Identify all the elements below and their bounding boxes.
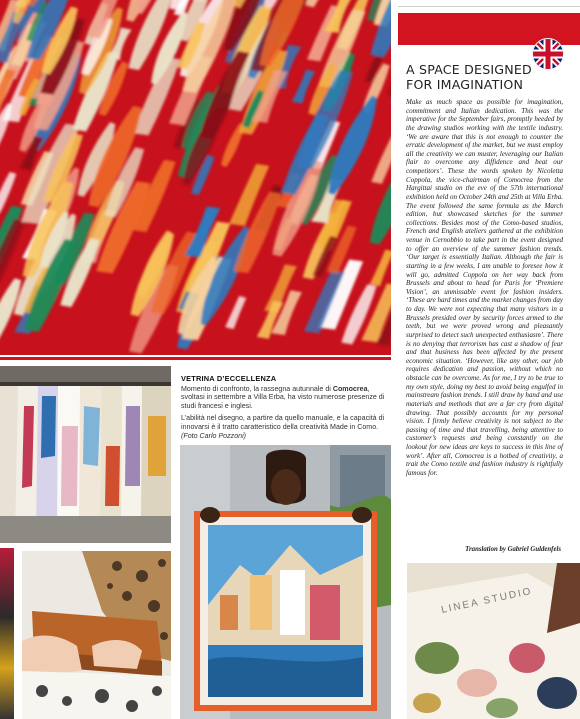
caption-p1-lead: Momento di confronto, la rassegna autunnale di: [181, 384, 333, 393]
translation-credit: Translation by Gabriel Guldenfels: [465, 546, 561, 553]
photo-caption: [181, 375, 387, 444]
caption-title: VETRINA D’ECCELLENZA: [181, 374, 277, 383]
hero-fabric-photo: [0, 0, 391, 355]
fabric-book-photo: [407, 563, 580, 719]
caption-p1-rest: , svoltasi in settembre a Villa Erba, ha visto numerose presenze di studi francesi e inglesi.: [181, 384, 385, 410]
edge-photo-strip: [0, 548, 14, 719]
caption-brand: Comocrea: [332, 384, 368, 393]
model-scarf-photo: [180, 445, 391, 719]
caption-paragraph-2: [181, 414, 387, 440]
ikat-pattern-image: [0, 0, 391, 355]
uk-flag-icon: [532, 38, 564, 70]
hands-swatches-photo: [22, 551, 171, 719]
book-cover-text: LINEA STUDIO: [440, 585, 534, 616]
article-title: A SPACE DESIGNED FOR IMAGINATION: [406, 62, 532, 92]
header-thin-rule: [398, 0, 580, 7]
caption-paragraph-1: [181, 385, 387, 411]
hero-divider-rule: [0, 357, 391, 360]
caption-photo-credit: (Foto Carlo Pozzoni): [181, 431, 247, 440]
caption-p2-text: L’abilità nel disegno, a partire da quello manuale, e la capacità di innovarsi è il tratto caratteristico della creatività Made in Como.: [181, 414, 385, 431]
article-body: Make as much space as possible for imagination, commitment and Italian dedication. This was the imperative for the September fairs, promptly heeded by the drawing studios working with the textile industry. ‘We are aware that this is not enough to counter the erratic development of the market, but we must employ all the creativity we can muster, leveraging our Italian flair to overcome any diffidence and beat our competitors’. These the words spoken by Nicoletta Coppola, the vice-chairman of Comocrea from the Hargittai studio on the eve of the 57th international exhibition held on October 24th and 25th at Villa Erba. The event followed the same formula as the March edition, but showcased sketches for the summer collections. Besides most of the Como-based studios, French and English ateliers gathered at the exhibition venue in Cernobbio to take part in the event designed to offer an overview of the summer fashion trends. ‘Our target is essentially Italian. Although the fair is starting in a few weeks, I am unable to foresee how it will go, admitted Coppola on her way back from Brussels and about to head for Paris for ‘Premiere Vision’, an unmissable event for fashion insiders. ‘These are hard times and the market changes from day to day. We were not expecting that many visitors in a Brussels presided over by security forces armed to the teeth, but we were proved wrong and pleasantly surprised to detect such unexpected enthusiasm’. There is no denying that terrorism has cast a shadow of fear and that business has been affected by the present economic situation. ‘However, like any other, our job requires dedication and passion, without which no obstacle can be overcome. As for me, I try to be true to my own style, doing my best to avoid being engulfed in mainstream fashion trends. I still draw by hand and use materials and methods that are a far cry from digital drawing. That possibly accounts for my personal vision. I firmly believe creativity is not subject to the passing of time and that travelling, being attentive to customer’s requests and being constantly on the lookout for new ideas are keys to success in this line of work’. After all, Comocrea is a hotbed of creativity, a trait the Como textile and fashion industry is rightfully famous for.: [406, 98, 563, 477]
scarves-rack-photo: [0, 366, 171, 543]
